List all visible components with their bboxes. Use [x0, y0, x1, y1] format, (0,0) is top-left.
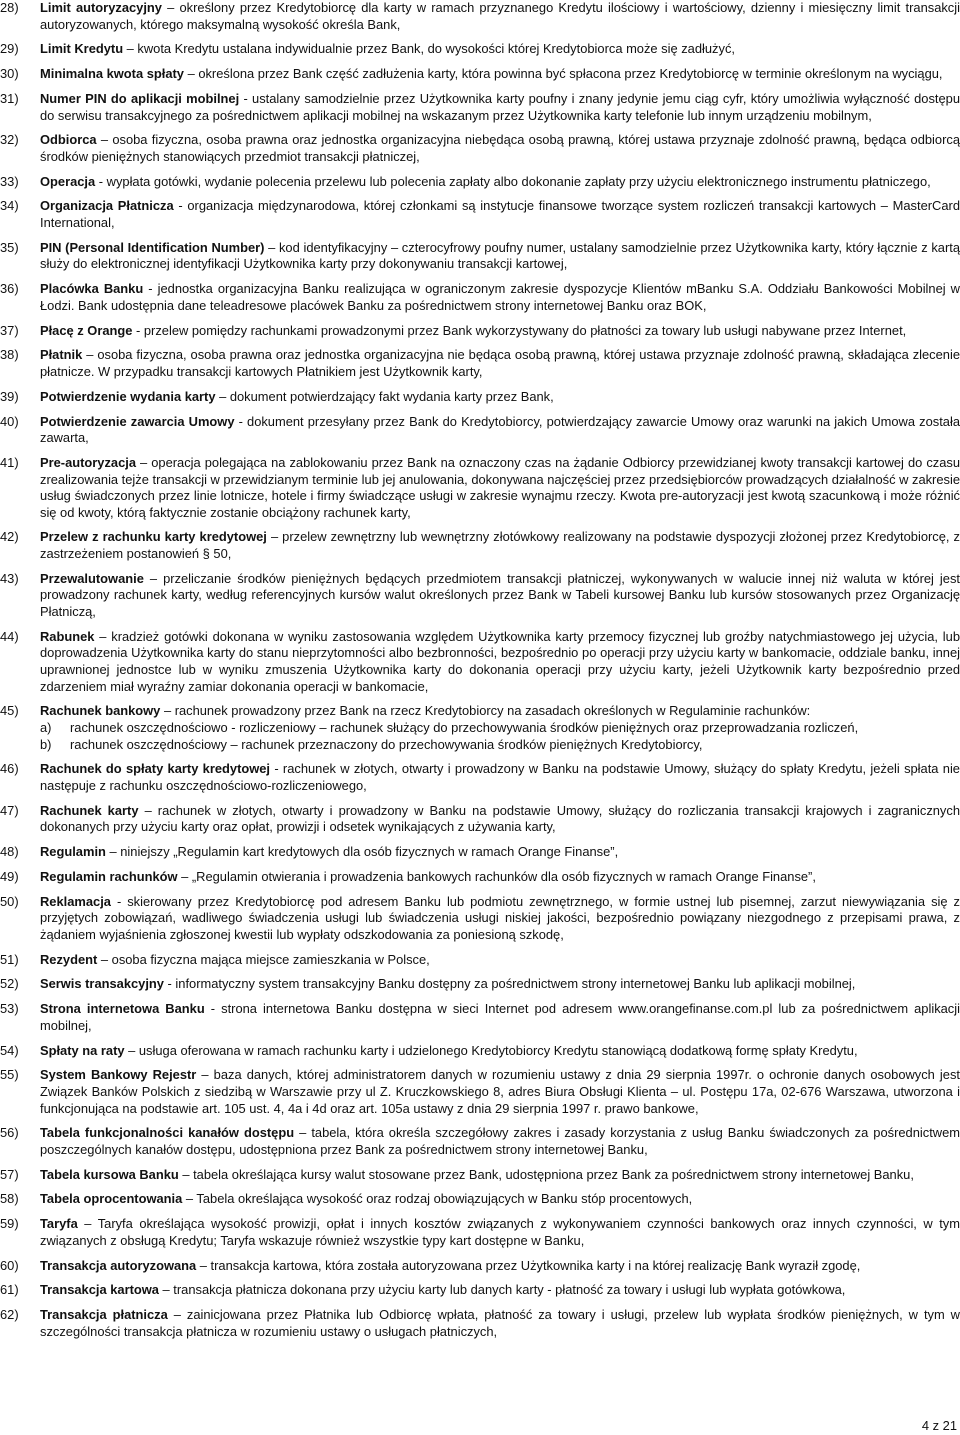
definition-text: - skierowany przez Kredytobiorcę pod adresem Banku lub podmiotu zewnętrznego, w formie ustnej lub pisemnej, zarzut niewywiązania się z przyjętych zobowiązań, wadliwego świadczenia usługi lub świadczenia usługi niskiej jakości, bezpośrednio powiązany niezgodnego z przepisami prawa, z żądaniem wyjaśnienia zgłoszonej kwestii lub wypłaty odszkodowania za poniesioną szkodę, — [40, 893, 960, 942]
page-number: 4 z 21 — [921, 1418, 957, 1433]
definition-number: 31) — [0, 90, 19, 106]
definition-item — [0, 844, 960, 861]
definition-text: – określona przez Bank część zadłużenia karty, która powinna być spłacona przez Kredytobiorcę w terminie określonym na wyciągu, — [183, 66, 943, 82]
definition-text: – przeliczanie środków pieniężnych będących przedmiotem transakcji płatniczej, wykonywanych w walucie innej niż waluta w której jest prowadzony rachunek karty, według referencyjnych kursów walut określonych przez Bank w Tabeli kursowej Banku lub kursów stosowanych przez Organizację Płatniczą, — [40, 570, 960, 620]
definition-number: 51) — [0, 951, 19, 967]
definition-number: 62) — [0, 1307, 19, 1323]
definition-text: – Tabela określająca wysokość oraz rodzaj obowiązujących w Banku stóp procentowych, — [182, 1191, 693, 1207]
definition-number: 59) — [0, 1216, 19, 1232]
definition-number: 47) — [0, 802, 19, 818]
definition-text: – osoba fizyczna, osoba prawna oraz jednostka organizacyjna nie będąca osobą prawną, której ustawa przyznaje zdolność prawną, składająca zlecenie płatnicze. W przypadku transakcji kartowych Płatnikiem jest Użytkownik karty, — [40, 347, 960, 379]
definition-term: Potwierdzenie wydania karty — [40, 388, 216, 404]
definition-term: Operacja — [40, 173, 96, 189]
definition-item — [0, 894, 960, 944]
definition-text: – osoba fizyczna, osoba prawna oraz jednostka organizacyjna niebędąca osobą prawną, której ustawa przyznaje zdolność prawną, będąca odbiorcą środków pieniężnych stanowiących przedmiot transakcji płatniczej, — [40, 132, 960, 164]
definition-text: – Taryfa określająca wysokość prowizji, opłat i innych kosztów związanych z wykonywaniem czynności bankowych oraz innych czynności, w tym związanych z obsługą Kredytu; Taryfa wskazuje również wszystkie typy kart dostępne w Banku, — [40, 1216, 960, 1248]
definition-number: 48) — [0, 844, 19, 860]
definition-item — [0, 1125, 960, 1158]
definition-text: – kwota Kredytu ustalana indywidualnie przez Bank, do wysokości której Kredytobiorca może się zadłużyć, — [123, 41, 735, 57]
definition-term: Potwierdzenie zawarcia Umowy — [40, 413, 235, 429]
definition-item — [0, 1258, 960, 1275]
definition-number: 61) — [0, 1282, 19, 1298]
definition-item — [0, 455, 960, 521]
definition-term: Placówka Banku — [40, 281, 144, 297]
definition-term: Pre-autoryzacja — [40, 454, 137, 470]
definition-item — [0, 869, 960, 886]
definition-number: 33) — [0, 173, 19, 189]
definition-number: 28) — [0, 0, 19, 15]
definition-subitem — [40, 737, 960, 754]
definition-number: 58) — [0, 1191, 19, 1207]
definition-term: Spłaty na raty — [40, 1042, 125, 1058]
definition-item — [0, 174, 960, 191]
definition-term: Regulamin — [40, 844, 106, 860]
definition-item — [0, 1307, 960, 1340]
definition-text: - rachunek w złotych, otwarty i prowadzony w Banku na podstawie Umowy, służący do spłaty Kredytu, jeżeli spłata nie następuje z rachunku oszczędnościowo-rozliczeniowego, — [40, 761, 960, 793]
definition-number: 30) — [0, 66, 19, 82]
definition-term: Strona internetowa Banku — [40, 1001, 205, 1017]
definition-text: – baza danych, której administratorem danych w rozumieniu ustawy z dnia 29 sierpnia 1997r. o ochronie danych osobowych jest Związek Banków Polskich z siedzibą w Warszawie przy ul Z. Kruczkowskiego 8, adres Biura Obsługi Klienta – ul. Postępu 17a, 02-676 Warszawa, utworzona i funkcjonująca na podstawie art. 105 ust. 4, 4a i 4d oraz art. 105a ustawy z dnia 29 sierpnia 1997 r. prawo bankowe, — [40, 1067, 960, 1116]
definition-text: - organizacja międzynarodowa, której członkami są instytucje finansowe tworzące system rozliczeń transakcji kartowych – MasterCard International, — [40, 198, 960, 231]
definition-item — [0, 414, 960, 447]
definition-text: – zainicjowana przez Płatnika lub Odbiorcę wpłata, płatność za towary i usługi, przelew lub wypłata środków pieniężnych, w tym w szczególności transakcja płatnicza w rozumieniu ustawy o usługach płatniczych, — [40, 1307, 960, 1339]
definition-item — [0, 240, 960, 273]
subitem-letter: b) — [40, 736, 52, 752]
definition-text: – kradzież gotówki dokonana w wyniku zastosowania względem Użytkownika karty przemocy fizycznej lub groźby natychmiastowego jej użycia, lub doprowadzenia Użytkownika karty do stanu nieprzytomności albo bezbronności, bezpośrednio po operacji przy użyciu karty w bankomacie, oddziale banku, innej uprawnionej jednostce lub w wyniku zmuszenia Użytkownika karty do dokonania operacji przy użyciu karty, jeżeli Użytkownik karty bezpośrednio przed zdarzeniem miał wyraźny zamiar dokonania operacji w bankomacie, — [40, 628, 960, 694]
definition-item — [0, 529, 960, 562]
definition-text: - wypłata gotówki, wydanie polecenia przelewu lub polecenia zapłaty albo dokonanie zapłaty przy użyciu elektronicznego instrumentu płatniczego, — [95, 173, 931, 189]
definition-number: 40) — [0, 413, 19, 429]
definition-text: – kod identyfikacyjny – czterocyfrowy poufny numer, ustalany samodzielnie przez Użytkownika karty, który łącznie z kartą służy do elektronicznej identyfikacji Użytkownika karty przy dokonywaniu transakcji kartowej, — [40, 239, 960, 272]
definition-item — [0, 976, 960, 993]
definition-number: 39) — [0, 388, 19, 404]
definition-number: 53) — [0, 1001, 19, 1017]
definition-term: Limit Kredytu — [40, 41, 124, 57]
definition-text: - jednostka organizacyjna Banku realizująca w ograniczonym zakresie dyspozycje Klientów mBanku S.A. Oddziału Bankowości Mobilnej w Łodzi. Bank udostępnia dane teleadresowe placówek Banku za pośrednictwem strony internetowej Banku oraz BOK, — [40, 281, 960, 313]
definition-term: Rezydent — [40, 951, 98, 967]
definition-term: Transakcja kartowa — [40, 1282, 159, 1298]
definition-item — [0, 323, 960, 340]
definition-number: 32) — [0, 132, 19, 148]
definition-item — [0, 198, 960, 231]
definition-term: Rachunek do spłaty karty kredytowej — [40, 761, 271, 777]
definition-term: Płacę z Orange — [40, 322, 133, 338]
definition-number: 56) — [0, 1125, 19, 1141]
definition-subitem — [40, 720, 960, 737]
definition-text: - przelew pomiędzy rachunkami prowadzonymi przez Bank wykorzystywany do płatności za towary lub usługi nabywane przez Internet, — [132, 322, 907, 338]
definition-term: Tabela oprocentowania — [40, 1191, 183, 1207]
definition-number: 54) — [0, 1042, 19, 1058]
definition-item — [0, 1191, 960, 1208]
definition-number: 60) — [0, 1257, 19, 1273]
definition-item — [0, 1216, 960, 1249]
definition-text: – przelew zewnętrzny lub wewnętrzny złotówkowy realizowany na podstawie dyspozycji złożonej przez Kredytobiorcę, z zastrzeżeniem postanowień § 50, — [40, 529, 960, 562]
definition-term: Taryfa — [40, 1216, 78, 1232]
definition-number: 42) — [0, 529, 19, 545]
definition-text: – transakcja płatnicza dokonana przy użyciu karty lub danych karty - płatność za towary i usługi lub wypłata gotówkowa, — [158, 1282, 846, 1298]
definition-text: – rachunek prowadzony przez Bank na rzecz Kredytobiorcy na zasadach określonych w Regulaminie rachunków: — [160, 703, 811, 719]
definition-item — [0, 571, 960, 621]
definition-number: 37) — [0, 322, 19, 338]
definition-number: 52) — [0, 976, 19, 992]
definition-term: Rachunek karty — [40, 802, 139, 818]
definition-item — [0, 132, 960, 165]
definition-item — [0, 629, 960, 695]
definition-term: Reklamacja — [40, 893, 111, 909]
definition-text: - dokument przesyłany przez Bank do Kredytobiorcy, potwierdzający zawarcie Umowy oraz warunki na jakich Umowa została zawarta, — [40, 413, 960, 446]
definition-term: PIN (Personal Identification Number) — [40, 239, 265, 255]
definition-item — [0, 1167, 960, 1184]
definition-text: – osoba fizyczna mająca miejsce zamieszkania w Polsce, — [97, 951, 430, 967]
definition-number: 45) — [0, 703, 19, 719]
definition-text: - strona internetowa Banku dostępna w sieci Internet pod adresem www.orangefinanse.com.pl lub za pośrednictwem aplikacji mobilnej, — [40, 1001, 960, 1033]
definition-term: Regulamin rachunków — [40, 868, 178, 884]
definition-text: – „Regulamin otwierania i prowadzenia bankowych rachunków dla osób fizycznych w ramach Orange Finanse”, — [177, 868, 816, 884]
definition-number: 41) — [0, 454, 19, 470]
definition-number: 43) — [0, 570, 19, 586]
definition-term: Numer PIN do aplikacji mobilnej — [40, 90, 240, 106]
definition-item — [0, 803, 960, 836]
definition-term: System Bankowy Rejestr — [40, 1067, 197, 1083]
definition-term: Rachunek bankowy — [40, 703, 161, 719]
definition-term: Odbiorca — [40, 132, 97, 148]
definition-term: Transakcja płatnicza — [40, 1307, 168, 1323]
definition-term: Tabela kursowa Banku — [40, 1166, 179, 1182]
definition-text: - ustalany samodzielnie przez Użytkownika karty poufny i znany jedynie jemu ciąg cyfr, który umożliwia wyłączność dostępu do serwisu transakcyjnego za pośrednictwem aplikacji mobilnej na wskazanym przez Użytkownika karty telefonie lub innym urządzeniu mobilnym, — [40, 90, 960, 123]
definition-item — [0, 0, 960, 33]
definition-item — [0, 281, 960, 314]
definition-term: Organizacja Płatnicza — [40, 198, 174, 214]
definition-term: Limit autoryzacyjny — [40, 0, 162, 15]
definition-number: 29) — [0, 41, 19, 57]
definition-item — [0, 66, 960, 83]
definition-item — [0, 1067, 960, 1117]
definition-item — [0, 1043, 960, 1060]
definition-term: Rabunek — [40, 628, 95, 644]
definition-number: 35) — [0, 239, 19, 255]
definition-text: – operacja polegająca na zablokowaniu przez Bank na oznaczony czas na żądanie Odbiorcy przewidzianej kwoty transakcji kartowej do czasu zrealizowania tejże transakcji w przewidzianym terminie lub jej anulowania, dokonywana najczęściej przez przedsiębiorców prowadzących działalność w zakresie usług świadczonych przez linie lotnicze, hotele i firmy świadczące usługi w zakresie wynajmu rzeczy. Kwota pre-autoryzacji jest kwotą szacunkową i może różnić się od kwoty, którą faktycznie zostanie obciążony rachunek karty, — [40, 454, 960, 520]
definition-text: – transakcja kartowa, która została autoryzowana przez Użytkownika karty i na której realizację Bank wyraził zgodę, — [196, 1257, 861, 1273]
definition-text: – tabela określająca kursy walut stosowane przez Bank, udostępniona przez Bank za pośrednictwem strony internetowej Banku, — [178, 1166, 914, 1182]
definition-term: Płatnik — [40, 347, 83, 363]
definition-number: 46) — [0, 761, 19, 777]
definition-item — [0, 91, 960, 124]
definition-number: 50) — [0, 893, 19, 909]
definition-term: Przewalutowanie — [40, 570, 144, 586]
definition-term: Tabela funkcjonalności kanałów dostępu — [40, 1125, 295, 1141]
definition-number: 38) — [0, 347, 19, 363]
definition-text: – określony przez Kredytobiorcę dla karty w ramach przyznanego Kredytu ilościowy i wartościowy, dzienny i miesięczny limit transakcji autoryzowanych, którego maksymalną wysokość określa Bank, — [40, 0, 960, 32]
definition-text: – niniejszy „Regulamin kart kredytowych dla osób fizycznych w ramach Orange Finanse”, — [105, 844, 619, 860]
definition-item — [0, 761, 960, 794]
definition-term: Przelew z rachunku karty kredytowej — [40, 529, 267, 545]
subitem-text: rachunek oszczędnościowy – rachunek przeznaczony do przechowywania środków pieniężnych Kredytobiorcy, — [70, 736, 703, 752]
subitem-text: rachunek oszczędnościowo - rozliczeniowy – rachunek służący do przechowywania środków pieniężnych oraz przeprowadzania rozliczeń, — [70, 719, 859, 735]
definition-number: 34) — [0, 198, 19, 214]
definition-text: – tabela, która określa szczegółowy zakres i zasady korzystania z usług Banku świadczonych za pośrednictwem poszczególnych kanałów dostępu, udostępniona przez Bank za pośrednictwem strony internetowej Banku, — [40, 1125, 960, 1157]
definition-item — [0, 1282, 960, 1299]
definition-term: Serwis transakcyjny — [40, 976, 164, 992]
definition-text: – usługa oferowana w ramach rachunku karty i udzielonego Kredytobiorcy Kredytu stanowiącą dodatkową formę spłaty Kredytu, — [124, 1042, 858, 1058]
definition-item — [0, 952, 960, 969]
definition-number: 44) — [0, 628, 19, 644]
definition-text: – rachunek w złotych, otwarty i prowadzony w Banku na podstawie Umowy, służący do rozliczania transakcji krajowych i zagranicznych dokonanych przy użyciu karty oraz opłat, prowizji i odsetek wynikających z używania karty, — [40, 802, 960, 835]
definition-item — [0, 347, 960, 380]
definition-text: – dokument potwierdzający fakt wydania karty przez Bank, — [215, 388, 554, 404]
definition-item — [0, 41, 960, 58]
definition-item — [0, 703, 960, 753]
definition-number: 49) — [0, 868, 19, 884]
subitem-letter: a) — [40, 719, 52, 735]
definition-term: Minimalna kwota spłaty — [40, 66, 184, 82]
definition-text: - informatyczny system transakcyjny Banku dostępny za pośrednictwem strony internetowej Banku lub aplikacji mobilnej, — [163, 976, 856, 992]
definition-number: 55) — [0, 1067, 19, 1083]
definition-number: 57) — [0, 1166, 19, 1182]
definition-item — [0, 389, 960, 406]
definition-sublist — [40, 720, 960, 753]
definition-term: Transakcja autoryzowana — [40, 1257, 197, 1273]
definition-number: 36) — [0, 281, 19, 297]
definition-item — [0, 1001, 960, 1034]
